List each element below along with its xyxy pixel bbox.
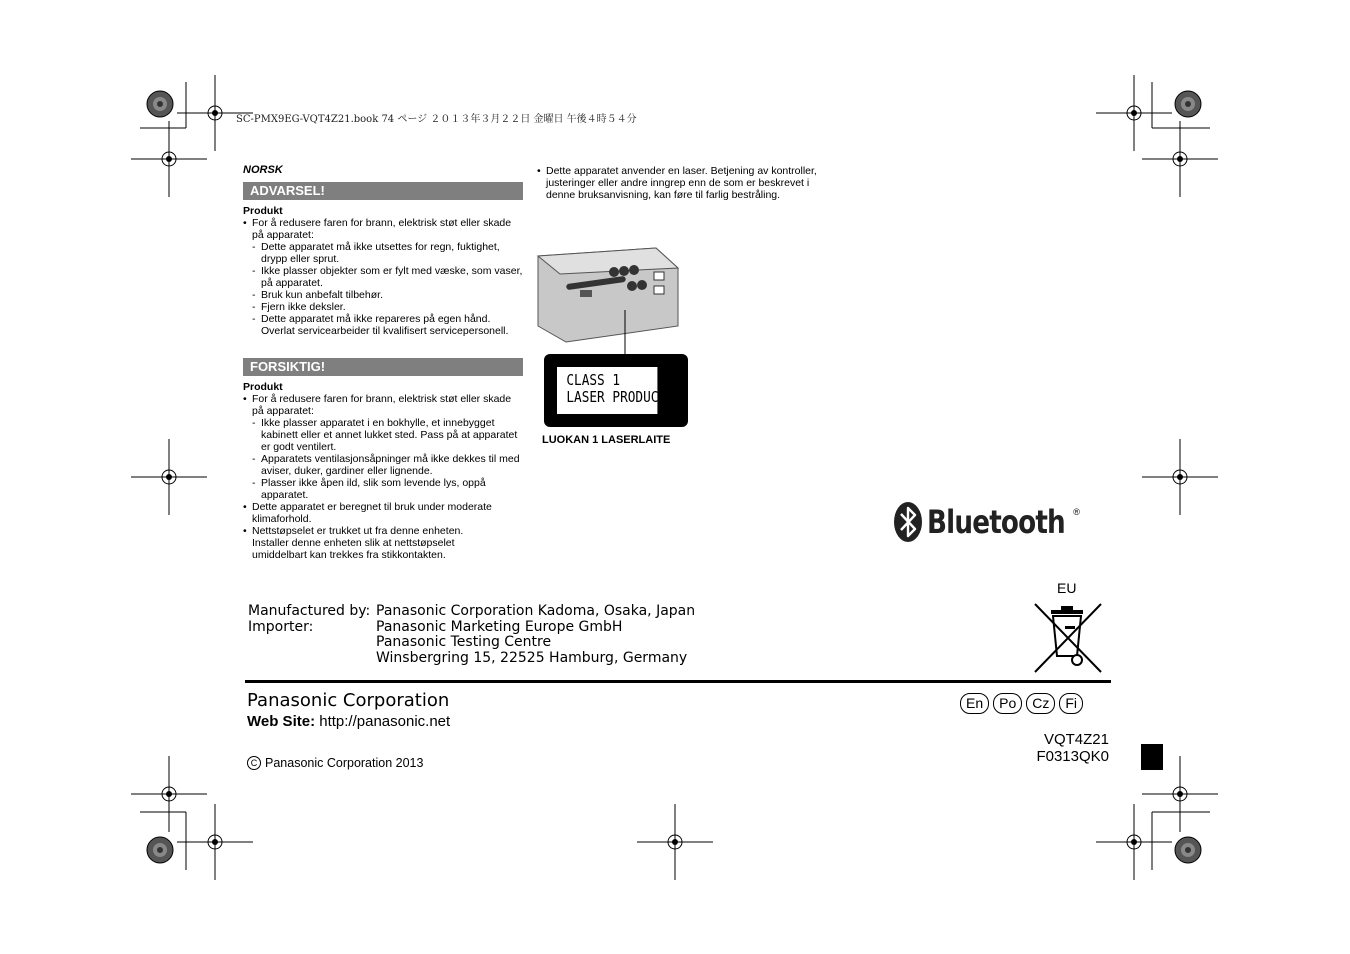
web-url[interactable]: http://panasonic.net <box>319 713 451 730</box>
forsiktig-heading: FORSIKTIG! <box>243 358 523 376</box>
manufacturer-block <box>248 604 695 666</box>
lang-code-cz: Cz <box>1026 693 1055 714</box>
advarsel-dash: - Dette apparatet må ikke utsettes for regn, fuktighet, drypp eller sprut. <box>243 241 523 265</box>
doc-code-1: VQT4Z21 <box>1043 731 1109 748</box>
laser-label-line2: LASER PRODUCT <box>566 388 667 406</box>
forsiktig-bullet: • For å redusere faren for brann, elektrisk støt eller skade på apparatet: <box>243 393 523 417</box>
bluetooth-logo <box>893 500 1102 544</box>
advarsel-heading: ADVARSEL! <box>243 182 523 200</box>
laser-label-line1: CLASS 1 <box>566 371 621 389</box>
copyright-text: Panasonic Corporation 2013 <box>265 756 424 770</box>
lang-code-fi: Fi <box>1059 693 1083 714</box>
mfg-value: Panasonic Corporation Kadoma, Osaka, Japan <box>376 603 696 619</box>
black-tab-marker <box>1141 744 1163 770</box>
importer-label: Importer: <box>248 618 314 635</box>
weee-bin-icon <box>1031 600 1105 676</box>
importer-line: Panasonic Testing Centre <box>376 634 552 650</box>
caution-section <box>243 358 523 561</box>
device-rear-illustration <box>536 246 686 356</box>
forsiktig-dash: - Apparatets ventilasjonsåpninger må ikke dekkes til med aviser, duker, gardiner eller lignende. <box>243 453 523 477</box>
lang-code-en: En <box>960 693 989 714</box>
forsiktig-dash: - Plasser ikke åpen ild, slik som levende lys, oppå apparatet. <box>243 477 523 501</box>
weee-region: EU <box>1057 580 1077 596</box>
mfg-label: Manufactured by: <box>248 603 371 619</box>
advarsel-subtitle: Produkt <box>243 205 283 217</box>
website <box>247 713 450 730</box>
forsiktig-subtitle: Produkt <box>243 381 283 393</box>
lang-code-po: Po <box>993 693 1022 714</box>
language-codes <box>960 693 1087 714</box>
bluetooth-wordmark: Bluetooth <box>927 503 1065 541</box>
advarsel-dash: - Fjern ikke deksler. <box>243 301 523 313</box>
doc-code-2: F0313QK0 <box>1036 748 1109 765</box>
laser-caption: LUOKAN 1 LASERLAITE <box>542 434 671 446</box>
print-header: SC-PMX9EG-VQT4Z21.book 74 ページ ２０１３年３月２２日 金曜日 午後４時５４分 <box>236 114 637 125</box>
bluetooth-icon <box>893 501 923 543</box>
copyright-icon: C <box>247 756 261 770</box>
forsiktig-bullet: • Dette apparatet er beregnet til bruk under moderate klimaforhold. <box>243 501 523 525</box>
advarsel-dash: - Bruk kun anbefalt tilbehør. <box>243 289 523 301</box>
forsiktig-dash: - Ikke plasser apparatet i en bokhylle, et innebygget kabinett eller et annet lukket sted. Pass på at apparatet er godt ventilert. <box>243 417 523 453</box>
laser-note: • Dette apparatet anvender en laser. Betjening av kontroller, justeringer eller andre inngrep enn de som er beskrevet i denne bruksanvisning, kan føre til farlig bestråling. <box>537 165 821 201</box>
footer-rule <box>245 680 1111 683</box>
bluetooth-registered: ® <box>1073 507 1080 517</box>
forsiktig-bullet: • Nettstøpselet er trukket ut fra denne enheten. Installer denne enheten slik at nettstøpselet umiddelbart kan trekkes fra stikkontakten. <box>243 525 497 561</box>
importer-line: Panasonic Marketing Europe GmbH <box>376 618 623 635</box>
web-label: Web Site: <box>247 713 316 730</box>
importer-line: Winsbergring 15, 22525 Hamburg, Germany <box>376 649 688 666</box>
warning-section <box>243 182 523 337</box>
advarsel-dash: - Ikke plasser objekter som er fylt med væske, som vaser, på apparatet. <box>243 265 523 289</box>
advarsel-bullet: • For å redusere faren for brann, elektrisk støt eller skade på apparatet: <box>243 217 523 241</box>
company-name: Panasonic Corporation <box>247 690 450 711</box>
laser-class-label <box>544 354 688 427</box>
language-heading: NORSK <box>243 164 283 176</box>
copyright <box>247 756 423 770</box>
advarsel-dash: - Dette apparatet må ikke repareres på egen hånd. Overlat servicearbeider til kvalifisert servicepersonell. <box>243 313 511 337</box>
doc-codes <box>1000 731 1109 765</box>
